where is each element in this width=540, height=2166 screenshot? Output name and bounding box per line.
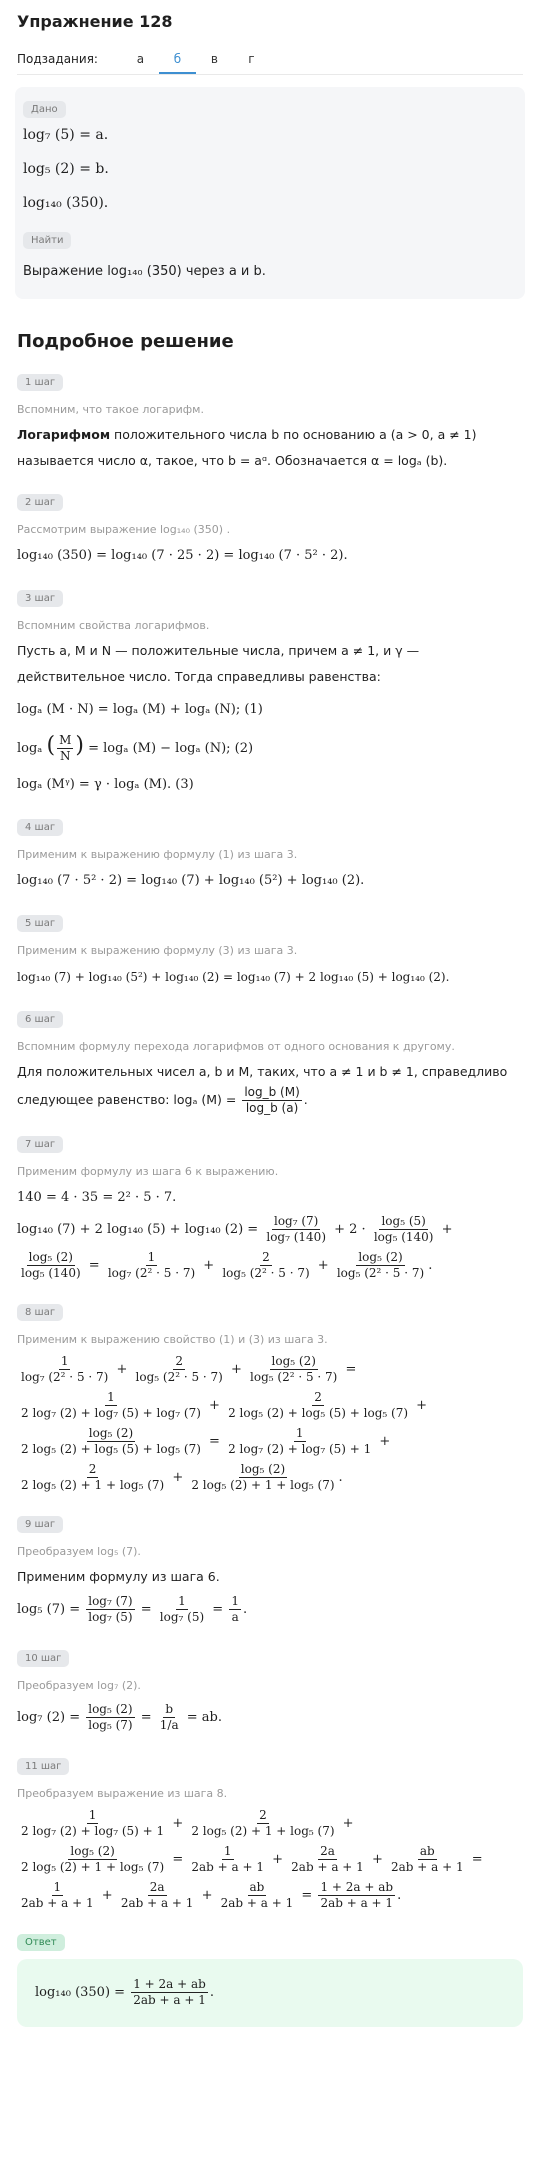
step-text: действительное число. Тогда справедливы равенства: xyxy=(17,669,381,684)
fraction xyxy=(318,1880,395,1911)
fraction xyxy=(264,1214,328,1245)
denominator: 2ab + a + 1 xyxy=(21,1896,94,1910)
denominator: log₇ (5) xyxy=(88,1610,133,1624)
fraction xyxy=(226,1390,410,1421)
step-label: 7 шаг xyxy=(17,1136,63,1153)
formula-1: logₐ (M · N) = logₐ (M) + logₐ (N); (1) xyxy=(17,702,263,717)
find-label: Найти xyxy=(23,232,71,249)
step-10 xyxy=(17,1646,523,1738)
fraction xyxy=(189,1844,266,1875)
equation: log₁₄₀ (350) = log₁₄₀ (7 · 25 · 2) = log₁₄₀ (7 · 5² · 2). xyxy=(17,548,348,563)
fraction xyxy=(19,1844,166,1875)
numerator: log₇ (7) xyxy=(273,1214,319,1228)
step-11 xyxy=(17,1754,523,1914)
fraction xyxy=(106,1250,197,1281)
fraction xyxy=(158,1702,181,1733)
step-8 xyxy=(17,1300,523,1496)
equation: log₁₄₀ (7) + 2 log₁₄₀ (5) + log₁₄₀ (2) = $\frac{\text{log₇ (7)}}{\text{log₇ (140)}}$ + 2 · $\frac{\text{log₅ (5)}}{\text{log₅ (140)}}$ + xyxy=(17,1214,453,1244)
equation: $\frac{2}{\text{2 log₅ (2) + 1 + log₅ (7)}}$ + $\frac{\text{log₅ (2)}}{\text{2 log₅ (2) + 1 + log₅ (7)}}$ . xyxy=(21,1462,343,1492)
numerator: 1 xyxy=(53,1880,62,1894)
formula-3: logₐ (Mᵞ) = γ · logₐ (M). (3) xyxy=(17,777,194,792)
step-hint: Применим к выражению свойство (1) и (3) из шага 3. xyxy=(17,1333,328,1346)
denominator: 2ab + a + 1 xyxy=(133,1993,206,2007)
equation: $\frac{\text{log₅ (2)}}{\text{2 log₅ (2) + 1 + log₅ (7)}}$ = $\frac{1}{2ab + a + 1}$ + $\frac{2a}{2ab + a + 1}$ + $\frac{ab}{2ab + a + 1}$ = xyxy=(21,1844,483,1874)
numerator: 1 xyxy=(223,1844,232,1858)
numerator: log₅ (2) xyxy=(70,1844,115,1858)
subtask-tabs xyxy=(17,44,523,75)
fraction xyxy=(242,1085,301,1116)
numerator: log₅ (5) xyxy=(381,1214,426,1228)
denominator: 2ab + a + 1 xyxy=(320,1896,394,1910)
fraction xyxy=(335,1250,426,1281)
fraction xyxy=(219,1880,296,1911)
fraction xyxy=(248,1354,339,1385)
equation: log₇ (2) = $\frac{\text{log₅ (2)}}{\text{log₅ (7)}}$ = $\frac{b}{1/a}$ = ab. xyxy=(17,1702,222,1732)
denominator: log₇ (2² · 5 · 7) xyxy=(107,1266,196,1280)
step-label: 1 шаг xyxy=(17,374,63,391)
given-label: Дано xyxy=(23,101,66,118)
equation: $\frac{\text{log₅ (2)}}{\text{2 log₅ (2) + log₅ (5) + log₅ (7)}}$ = $\frac{1}{\text{2 log₇ (2) + log₇ (5) + 1}}$ + xyxy=(21,1426,391,1456)
denominator: 2ab + a + 1 xyxy=(120,1896,194,1910)
given-line-3: log₁₄₀ (350). xyxy=(23,195,109,211)
fraction xyxy=(158,1594,206,1625)
fraction xyxy=(134,1354,225,1385)
denominator: log₅ (2² · 5 · 7) xyxy=(135,1370,223,1384)
step-hint: Вспомним формулу перехода логарифмов от одного основания к другому. xyxy=(17,1040,455,1053)
fraction xyxy=(86,1594,134,1625)
denominator: N xyxy=(59,749,71,763)
step-7 xyxy=(17,1132,523,1284)
lhs: log₅ (7) = xyxy=(17,1602,81,1617)
numerator: log_b (M) xyxy=(244,1085,300,1099)
step-label: 8 шаг xyxy=(17,1304,63,1321)
step-label: 5 шаг xyxy=(17,915,63,932)
step-9 xyxy=(17,1512,523,1630)
lhs: log₇ (2) = xyxy=(17,1710,81,1725)
step-hint: Рассмотрим выражение log₁₄₀ (350) . xyxy=(17,523,231,536)
step-2 xyxy=(17,490,523,570)
find-text: Выражение log₁₄₀ (350) через a и b. xyxy=(23,264,266,279)
formula-2-rhs: = logₐ (M) − logₐ (N); (2) xyxy=(83,741,254,756)
denominator: 2 log₇ (2) + log₇ (5) + 1 xyxy=(21,1824,165,1838)
step-text: Пусть a, M и N — положительные числа, причем a ≠ 1, и γ — xyxy=(17,643,420,658)
answer-card xyxy=(17,1959,523,2027)
denominator: 2 log₅ (2) + 1 + log₅ (7) xyxy=(21,1860,165,1874)
denominator: log₅ (140) xyxy=(21,1266,81,1280)
numerator: log₅ (2) xyxy=(358,1250,403,1264)
step-hint: Применим формулу из шага 6 к выражению. xyxy=(17,1165,279,1178)
numerator: 2 xyxy=(259,1808,267,1822)
numerator: 2 xyxy=(175,1354,183,1368)
numerator: 1 xyxy=(60,1354,69,1368)
fraction xyxy=(86,1702,134,1733)
step-hint: Применим к выражению формулу (3) из шага 3. xyxy=(17,944,298,957)
log-a: logₐ xyxy=(17,741,43,756)
step-6 xyxy=(17,1007,523,1116)
numerator: log₅ (2) xyxy=(28,1250,73,1264)
step-4 xyxy=(17,815,523,895)
denominator: 2ab + a + 1 xyxy=(220,1896,294,1910)
equation: log₁₄₀ (7 · 5² · 2) = log₁₄₀ (7) + log₁₄₀ (5²) + log₁₄₀ (2). xyxy=(17,873,365,888)
fraction xyxy=(19,1354,110,1385)
numerator: 1 xyxy=(147,1250,156,1264)
step-text: следующее равенство: logₐ (M) = $\frac{\log\_b (M)}{\log\_b (a)}$ . xyxy=(17,1085,308,1115)
step-label: 3 шаг xyxy=(17,590,63,607)
step-hint: Применим к выражению формулу (1) из шага 3. xyxy=(17,848,298,861)
numerator: 2 xyxy=(88,1462,97,1476)
numerator: 1 xyxy=(295,1426,304,1440)
equation: log₁₄₀ (7) + log₁₄₀ (5²) + log₁₄₀ (2) = log₁₄₀ (7) + 2 log₁₄₀ (5) + log₁₄₀ (2). xyxy=(17,970,450,984)
numerator: log₇ (7) xyxy=(88,1594,133,1608)
step-label: 11 шаг xyxy=(17,1758,69,1775)
fraction xyxy=(372,1214,436,1245)
formula-2: logₐ ( $\frac{M}{N}$ ) = logₐ (M) − logₐ (N); (2) xyxy=(17,733,254,763)
equation: $\frac{\text{log₅ (2)}}{\text{log₅ (140)}}$ = $\frac{1}{\text{log₇ (2² · 5 · 7)}}$ + $\frac{2}{\text{log₅ (2² · 5 · 7)}}$ + $\frac{\text{log₅ (2)}}{\text{log₅ (2² · 5 · 7)}}$ . xyxy=(21,1250,433,1280)
fraction xyxy=(220,1250,311,1281)
answer-lhs: log₁₄₀ (350) = xyxy=(35,1985,126,2000)
fraction xyxy=(19,1390,203,1421)
fraction xyxy=(19,1462,166,1493)
denominator: 1/a xyxy=(159,1718,179,1732)
denominator: log₅ (7) xyxy=(88,1718,133,1732)
answer-equation: log₁₄₀ (350) = $\frac{1 + 2a + ab}{2ab + a + 1}$ . xyxy=(35,1977,214,2007)
numerator: log₅ (2) xyxy=(88,1426,134,1440)
denominator: log₅ (2² · 5 · 7) xyxy=(250,1370,338,1384)
step-text: Для положительных чисел a, b и M, таких, что a ≠ 1 и b ≠ 1, справедливо xyxy=(17,1064,508,1079)
fraction xyxy=(226,1426,373,1457)
subtasks-label: Подзадания: xyxy=(17,52,98,66)
lhs: log₁₄₀ (7) + 2 log₁₄₀ (5) + log₁₄₀ (2) = xyxy=(17,1222,259,1237)
step-1 xyxy=(17,370,523,474)
denominator: 2 log₅ (2) + 1 + log₅ (7) xyxy=(191,1824,335,1838)
formula-lhs: следующее равенство: logₐ (M) = xyxy=(17,1092,237,1107)
fraction xyxy=(19,1880,96,1911)
step-label: 9 шаг xyxy=(17,1516,63,1533)
denominator: log₅ (140) xyxy=(373,1230,434,1244)
given-card xyxy=(15,87,525,299)
given-line-1: log₇ (5) = a. xyxy=(23,127,109,143)
step-label: 6 шаг xyxy=(17,1011,63,1028)
definition-2: называется число α, такое, что b = aᵅ. Обозначается α = logₐ (b). xyxy=(17,453,448,468)
denominator: 2 log₅ (2) + log₅ (5) + log₅ (7) xyxy=(228,1406,409,1420)
step-text xyxy=(17,422,523,448)
denominator: 2 log₇ (2) + log₇ (5) + 1 xyxy=(228,1442,372,1456)
numerator: log₅ (2) xyxy=(240,1462,286,1476)
denominator: 2ab + a + 1 xyxy=(191,1860,264,1874)
fraction xyxy=(229,1594,241,1625)
denominator: log₇ (2² · 5 · 7) xyxy=(21,1370,109,1384)
step-5 xyxy=(17,911,523,991)
denominator: 2ab + a + 1 xyxy=(390,1860,464,1874)
denominator: 2 log₅ (2) + log₅ (5) + log₅ (7) xyxy=(21,1442,201,1456)
fraction xyxy=(19,1426,203,1457)
fraction xyxy=(189,1462,336,1493)
denominator: 2 log₅ (2) + 1 + log₅ (7) xyxy=(21,1478,165,1492)
step-text: Применим формулу из шага 6. xyxy=(17,1569,220,1584)
denominator: log₇ (140) xyxy=(266,1230,326,1244)
numerator: 1 xyxy=(231,1594,239,1608)
step-hint: Преобразуем выражение из шага 8. xyxy=(17,1787,228,1800)
answer-label: Ответ xyxy=(17,1934,65,1951)
fraction xyxy=(389,1844,466,1875)
step-3 xyxy=(17,586,523,799)
numerator: 1 xyxy=(107,1390,115,1404)
denominator: a xyxy=(231,1610,239,1624)
fraction xyxy=(19,1808,166,1839)
numerator: b xyxy=(165,1702,174,1716)
page-title: Упражнение 128 xyxy=(17,12,173,31)
numerator: 2 xyxy=(314,1390,322,1404)
numerator: 1 + 2a + ab xyxy=(320,1880,394,1894)
numerator: ab xyxy=(249,1880,265,1894)
denominator: log₅ (2² · 5 · 7) xyxy=(222,1266,310,1280)
numerator: 2a xyxy=(320,1844,335,1858)
numerator: log₅ (2) xyxy=(88,1702,133,1716)
tab-v[interactable]: в xyxy=(210,52,218,66)
step-label: 2 шаг xyxy=(17,494,63,511)
numerator: 1 + 2a + ab xyxy=(133,1977,206,1991)
tab-a[interactable]: а xyxy=(136,52,145,66)
denominator: 2ab + a + 1 xyxy=(291,1860,364,1874)
fraction xyxy=(131,1977,208,2008)
equation: $\frac{1}{\text{2 log₇ (2) + log₇ (5) + log₇ (7)}}$ + $\frac{2}{\text{2 log₅ (2) + log₅ (5) + log₅ (7)}}$ + xyxy=(21,1390,428,1420)
denominator: 2 log₅ (2) + 1 + log₅ (7) xyxy=(191,1478,335,1492)
numerator: 2 xyxy=(262,1250,270,1264)
numerator: M xyxy=(59,733,72,747)
denominator: 2 log₇ (2) + log₇ (5) + log₇ (7) xyxy=(21,1406,201,1420)
equation: $\frac{1}{2ab + a + 1}$ + $\frac{2a}{2ab + a + 1}$ + $\frac{ab}{2ab + a + 1}$ = $\frac{1 + 2a + ab}{2ab + a + 1}$ . xyxy=(21,1880,402,1910)
step-hint: Вспомним, что такое логарифм. xyxy=(17,403,204,416)
numerator: 1 xyxy=(88,1808,97,1822)
equation: log₅ (7) = $\frac{\text{log₇ (7)}}{\text{log₇ (5)}}$ = $\frac{1}{\text{log₇ (5)}}$ = $\frac{1}{a}$ . xyxy=(17,1594,248,1624)
step-hint: Преобразуем log₅ (7). xyxy=(17,1545,141,1558)
denominator: log₅ (2² · 5 · 7) xyxy=(336,1266,425,1280)
definition-1: положительного числа b по основанию a (a > 0, a ≠ 1) xyxy=(110,427,477,442)
denominator: log₇ (5) xyxy=(159,1610,205,1624)
fraction xyxy=(19,1250,83,1281)
numerator: ab xyxy=(419,1844,435,1858)
equation: 140 = 4 · 35 = 2² · 5 · 7. xyxy=(17,1190,177,1205)
tab-g[interactable]: г xyxy=(248,52,255,66)
step-label: 10 шаг xyxy=(17,1650,69,1667)
equation: $\frac{1}{\text{2 log₇ (2) + log₇ (5) + 1}}$ + $\frac{2}{\text{2 log₅ (2) + 1 + log₅ (7)}}$ + xyxy=(21,1808,354,1838)
step-hint: Преобразуем log₇ (2). xyxy=(17,1679,141,1692)
fraction xyxy=(189,1808,336,1839)
fraction xyxy=(57,733,73,764)
term: Логарифмом xyxy=(17,427,111,442)
denominator: log_b (a) xyxy=(245,1101,299,1115)
fraction xyxy=(289,1844,366,1875)
fraction xyxy=(119,1880,196,1911)
equation: $\frac{1}{\text{log₇ (2² · 5 · 7)}}$ + $\frac{2}{\text{log₅ (2² · 5 · 7)}}$ + $\frac{\text{log₅ (2)}}{\text{log₅ (2² · 5 · 7)}}$ = xyxy=(21,1354,357,1384)
given-line-2: log₅ (2) = b. xyxy=(23,161,109,177)
numerator: 1 xyxy=(178,1594,186,1608)
step-hint: Вспомним свойства логарифмов. xyxy=(17,619,210,632)
numerator: log₅ (2) xyxy=(271,1354,316,1368)
tab-b[interactable]: б xyxy=(159,44,196,74)
numerator: 2a xyxy=(149,1880,165,1894)
step-label: 4 шаг xyxy=(17,819,63,836)
rhs: = ab. xyxy=(186,1710,222,1725)
solution-title: Подробное решение xyxy=(17,331,234,352)
